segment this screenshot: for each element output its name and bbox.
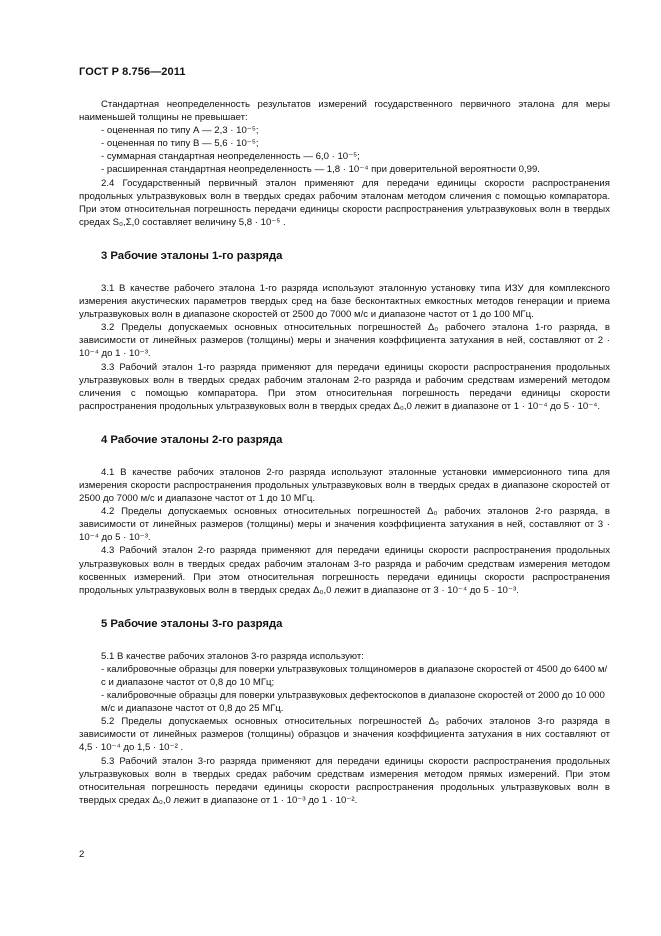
- paragraph-2-4: 2.4 Государственный первичный эталон применяют для передачи единицы скорости распространения продольных ультразвуковых волн в твердых средах рабочим эталонам методом сличения с помощью компаратора. При этом относительная погрешность передачи единицы скорости распространения ультразвуковых волн в твердых средах S₀,Σ,0 составляет величину 5,8 · 10⁻⁵ .: [79, 177, 610, 228]
- paragraph-4-3: 4.3 Рабочий эталон 2-го разряда применяют для передачи единицы скорости распространения продольных ультразвуковых волн в твердых средах рабочим эталонам 3-го разряда и рабочим средствам измерения методом косвенных измерений. При этом относительная погрешность передачи единицы скорости распространения продольных ультразвуковых волн в твердых средах Δ₀,0 лежит в диапазоне от 3 · 10⁻⁴ до 5 · 10⁻³.: [79, 545, 610, 596]
- paragraph-4-2: 4.2 Пределы допускаемых основных относительных погрешностей Δ₀ рабочих эталонов 2-го разряда, в зависимости от линейных размеров (толщины) меры и значения коэффициента затухания в ней, составляют от 3 · 10⁻⁴ до 5 · 10⁻³.: [79, 506, 610, 544]
- list-item: - калибровочные образцы для поверки ультразвуковых толщиномеров в диапазоне скоростей от 4500 до 6400 м/с и диапазоне частот от 0,8 до 10 МГц;: [101, 663, 608, 688]
- list-item: - калибровочные образцы для поверки ультразвуковых дефектоскопов в диапазоне скоростей от 2000 до 10 000 м/с и диапазоне частот от 0,8 до 25 МГц.: [101, 690, 605, 715]
- paragraph-3-1: 3.1 В качестве рабочего эталона 1-го разряда используют эталонную установку типа ИЗУ для комплексного измерения акустических параметров твердых сред на базе бесконтактных емкостных методов генерации и приема ультразвуковых волн в диапазоне скоростей от 2500 до 7000 м/с и диапазоне частот от 1 до 100 МГц.: [79, 282, 610, 321]
- document-body: [79, 98, 610, 807]
- paragraph-5-1: 5.1 В качестве рабочих эталонов 3-го разряда используют:: [101, 650, 364, 662]
- list-item: - оцененная по типу А — 2,3 · 10⁻⁵;: [101, 125, 259, 137]
- section-5-title: 5 Рабочие эталоны 3-го разряда: [101, 617, 283, 630]
- paragraph-3-3: 3.3 Рабочий эталон 1-го разряда применяют для передачи единицы скорости распространения продольных ультразвуковых волн в твердых средах рабочим эталонам 2-го разряда и рабочим средствам измерений методом сличения с помощью компаратора. При этом относительная погрешность передачи единицы скорости распространения продольных ультразвуковых волн в твердых средах Δ₀,0 лежит в диапазоне от 1 · 10⁻⁴ до 5 · 10⁻⁴.: [79, 361, 610, 412]
- document-code: ГОСТ Р 8.756—2011: [79, 66, 186, 78]
- paragraph-5-3: 5.3 Рабочий эталон 3-го разряда применяют для передачи единицы скорости распространения продольных ультразвуковых волн в твердых средах рабочим средствам измерения методом прямых измерений. При этом относительная погрешность передачи единицы скорости распространения продольных ультразвуковых волн в твердых средах Δ₀,0 лежит в диапазоне от 1 · 10⁻³ до 1 · 10⁻².: [79, 755, 610, 806]
- paragraph-4-1: 4.1 В качестве рабочих эталонов 2-го разряда используют эталонные установки иммерсионного типа для измерения скорости распространения продольных ультразвуковых волн в твердых средах в диапазоне скоростей от 2500 до 7000 м/с и диапазоне частот от 1 до 10 МГц.: [79, 466, 610, 505]
- paragraph-3-2: 3.2 Пределы допускаемых основных относительных погрешностей Δ₀ рабочего эталона 1-го разряда, в зависимости от линейных размеров (толщины) меры и значения коэффициента затухания в ней, составляют от 2 · 10⁻⁴ до 1 · 10⁻³.: [79, 322, 610, 360]
- page-number: 2: [79, 849, 85, 860]
- section-3-title: 3 Рабочие эталоны 1-го разряда: [101, 249, 283, 262]
- section-4-title: 4 Рабочие эталоны 2-го разряда: [101, 433, 283, 446]
- list-item: - расширенная стандартная неопределенность — 1,8 · 10⁻⁴ при доверительной вероятности 0,99.: [101, 164, 540, 176]
- list-item: - оцененная по типу В — 5,6 · 10⁻⁵;: [101, 138, 259, 150]
- paragraph-5-2: 5.2 Пределы допускаемых основных относительных погрешностей Δ₀ рабочих эталонов 3-го разряда в зависимости от линейных размеров (толщины) образцов и значения коэффициента затухания в них составляют от 4,5 · 10⁻⁴ до 1,5 · 10⁻² .: [79, 716, 610, 754]
- intro-paragraph: Стандартная неопределенность результатов измерений государственного первичного эталона для меры наименьшей толщины не превышает:: [79, 99, 610, 124]
- list-item: - суммарная стандартная неопределенность — 6,0 · 10⁻⁵;: [101, 151, 360, 163]
